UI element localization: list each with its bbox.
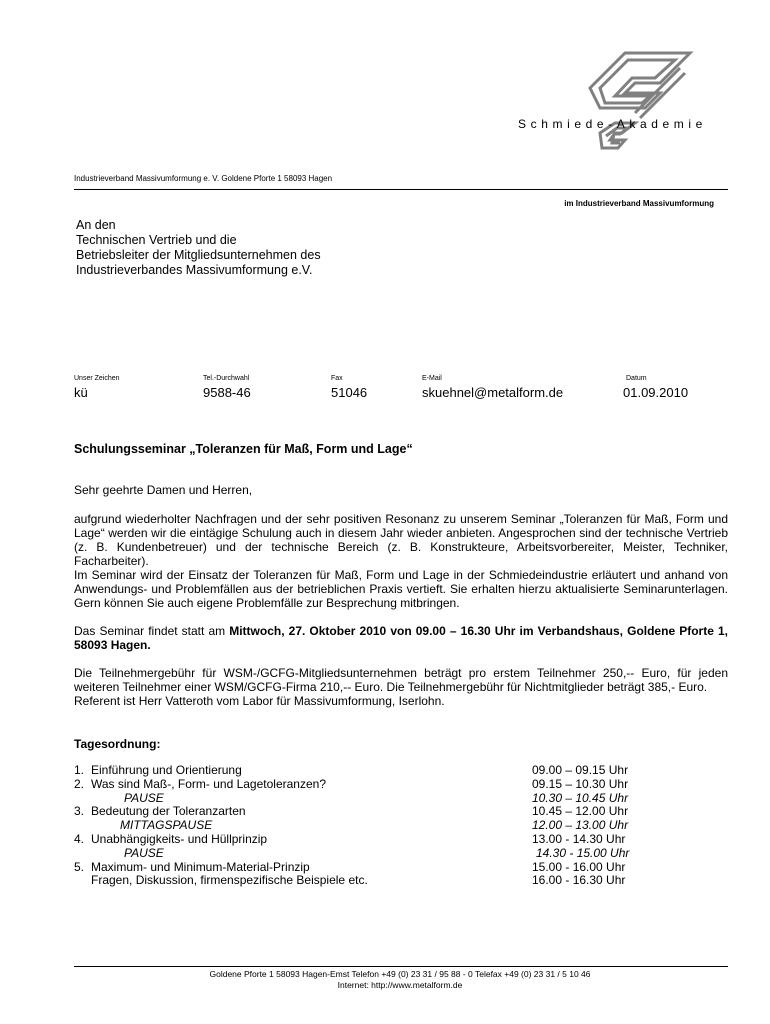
- phone-label: Tel.-Durchwahl: [203, 375, 250, 382]
- agenda-item: [74, 792, 734, 806]
- recipient-line: An den: [76, 218, 116, 232]
- date-value: 01.09.2010: [623, 385, 689, 400]
- agenda-pause-label: PAUSE: [124, 845, 164, 860]
- footer-website-line: Internet: http://www.metalform.de: [337, 980, 463, 990]
- fee-paragraphs: [74, 666, 728, 708]
- agenda-time: 10.45 – 12.00 Uhr: [532, 804, 629, 819]
- agenda-title: Fragen, Diskussion, firmenspezifische Beispiele etc.: [91, 873, 368, 888]
- venue-paragraph: [74, 624, 728, 652]
- fax-label: Fax: [331, 375, 343, 382]
- footer-contact-line: Goldene Pforte 1 58093 Hagen-Emst Telefon +49 (0) 23 31 / 95 88 - 0 Telefax +49 (0) 23 31 / 5 10 46: [209, 969, 591, 979]
- footer-divider: [74, 966, 728, 967]
- letterhead-subtitle: im Industrieverband Massivumformung: [564, 199, 714, 208]
- agenda-number: 5.: [74, 859, 85, 874]
- email-value: skuehnel@metalform.de: [422, 385, 564, 400]
- agenda-item: [74, 778, 734, 792]
- date-label: Datum: [626, 375, 647, 382]
- email-label: E-Mail: [422, 375, 442, 382]
- agenda-pause-label: MITTAGSPAUSE: [120, 818, 213, 833]
- agenda-time: 09.00 – 09.15 Uhr: [532, 763, 629, 777]
- venue-prefix: Das Seminar findet statt am: [74, 624, 230, 638]
- recipient-line: Industrieverbandes Massivumformung e.V.: [76, 263, 313, 277]
- agenda-item: [74, 861, 734, 875]
- salutation: Sehr geehrte Damen und Herren,: [74, 483, 253, 497]
- agenda-time: 09.15 – 10.30 Uhr: [532, 776, 629, 791]
- agenda-item: [74, 805, 734, 819]
- agenda-number: 2.: [74, 776, 85, 791]
- agenda-time: 10.30 – 10.45 Uhr: [532, 790, 629, 805]
- phone-value: 9588-46: [203, 385, 251, 400]
- agenda-item: [74, 764, 734, 778]
- agenda-title: Bedeutung der Toleranzarten: [91, 804, 246, 819]
- agenda-title: Einführung und Orientierung: [91, 763, 242, 777]
- sender-address-line: Industrieverband Massivumformung e. V. Goldene Pforte 1 58093 Hagen: [74, 174, 333, 183]
- agenda-title: Unabhängigkeits- und Hüllprinzip: [91, 831, 268, 846]
- agenda-time: 13.00 - 14.30 Uhr: [532, 831, 626, 846]
- recipient-address: [76, 218, 321, 278]
- agenda-list: [74, 764, 734, 888]
- agenda-time: 12.00 – 13.00 Uhr: [532, 818, 629, 833]
- recipient-line: Technischen Vertrieb und die: [76, 233, 237, 247]
- agenda-pause-label: PAUSE: [124, 790, 164, 805]
- agenda-time: 16.00 - 16.30 Uhr: [532, 873, 626, 888]
- intro-paragraphs: [74, 512, 728, 610]
- brand-name: Schmiede-Akademie: [518, 117, 707, 131]
- venue-details: Mittwoch, 27. Oktober 2010 von 09.00 – 16.30 Uhr im Verbandshaus, Goldene Pforte 1, 58093 Hagen.: [74, 624, 728, 652]
- recipient-line: Betriebsleiter der Mitgliedsunternehmen des: [76, 248, 321, 262]
- agenda-number: 1.: [74, 763, 85, 777]
- letter-subject: Schulungsseminar „Toleranzen für Maß, Form und Lage“: [74, 442, 413, 456]
- speaker-paragraph: Referent ist Herr Vatteroth vom Labor für Massivumformung, Iserlohn.: [74, 694, 445, 708]
- fax-value: 51046: [331, 385, 368, 400]
- schmiede-akademie-logo: [560, 48, 710, 168]
- fee-paragraph: Die Teilnehmergebühr für WSM-/GCFG-Mitgliedsunternehmen beträgt pro erstem Teilnehmer 250,-- Euro, für jeden weiteren Teilnehmer einer WSM/GCFG-Firma 210,-- Euro. Die Teilnehmergebühr für Nichtmitglieder beträgt 385,- Euro.: [74, 666, 728, 694]
- content-paragraph: Im Seminar wird der Einsatz der Toleranzen für Maß, Form und Lage in der Schmiedeindustrie erläutert und anhand von Anwendungs- und Problemfällen aus der betrieblichen Praxis vertieft. Sie erhalten hierzu aktualisierte Seminarunterlagen. Gern können Sie auch eigene Problemfälle zur Besprechung mitbringen.: [74, 568, 728, 610]
- agenda-number: 3.: [74, 804, 85, 819]
- agenda-item: [74, 833, 734, 847]
- agenda-heading: Tagesordnung:: [74, 737, 161, 751]
- our-ref-label: Unser Zeichen: [74, 375, 120, 382]
- agenda-item: [74, 847, 734, 861]
- agenda-title: Maximum- und Minimum-Material-Prinzip: [91, 859, 310, 874]
- agenda-time: 15.00 - 16.00 Uhr: [532, 859, 626, 874]
- agenda-title: Was sind Maß-, Form- und Lagetoleranzen?: [91, 776, 326, 791]
- our-ref-value: kü: [74, 385, 88, 400]
- agenda-number: 4.: [74, 831, 85, 846]
- header-divider: [74, 189, 728, 190]
- intro-paragraph: aufgrund wiederholter Nachfragen und der sehr positiven Resonanz zu unserem Seminar „Toleranzen für Maß, Form und Lage“ werden wir die eintägige Schulung auch in diesem Jahr wieder anbieten. Angesprochen sind der technische Vertrieb (z. B. Kundenbetreuer) und der technische Bereich (z. B. Konstrukteure, Arbeitsvorbereiter, Meister, Techniker, Facharbeiter).: [74, 512, 728, 568]
- agenda-item: [74, 819, 734, 833]
- agenda-time: 14.30 - 15.00 Uhr: [536, 845, 630, 860]
- agenda-item: [74, 874, 734, 888]
